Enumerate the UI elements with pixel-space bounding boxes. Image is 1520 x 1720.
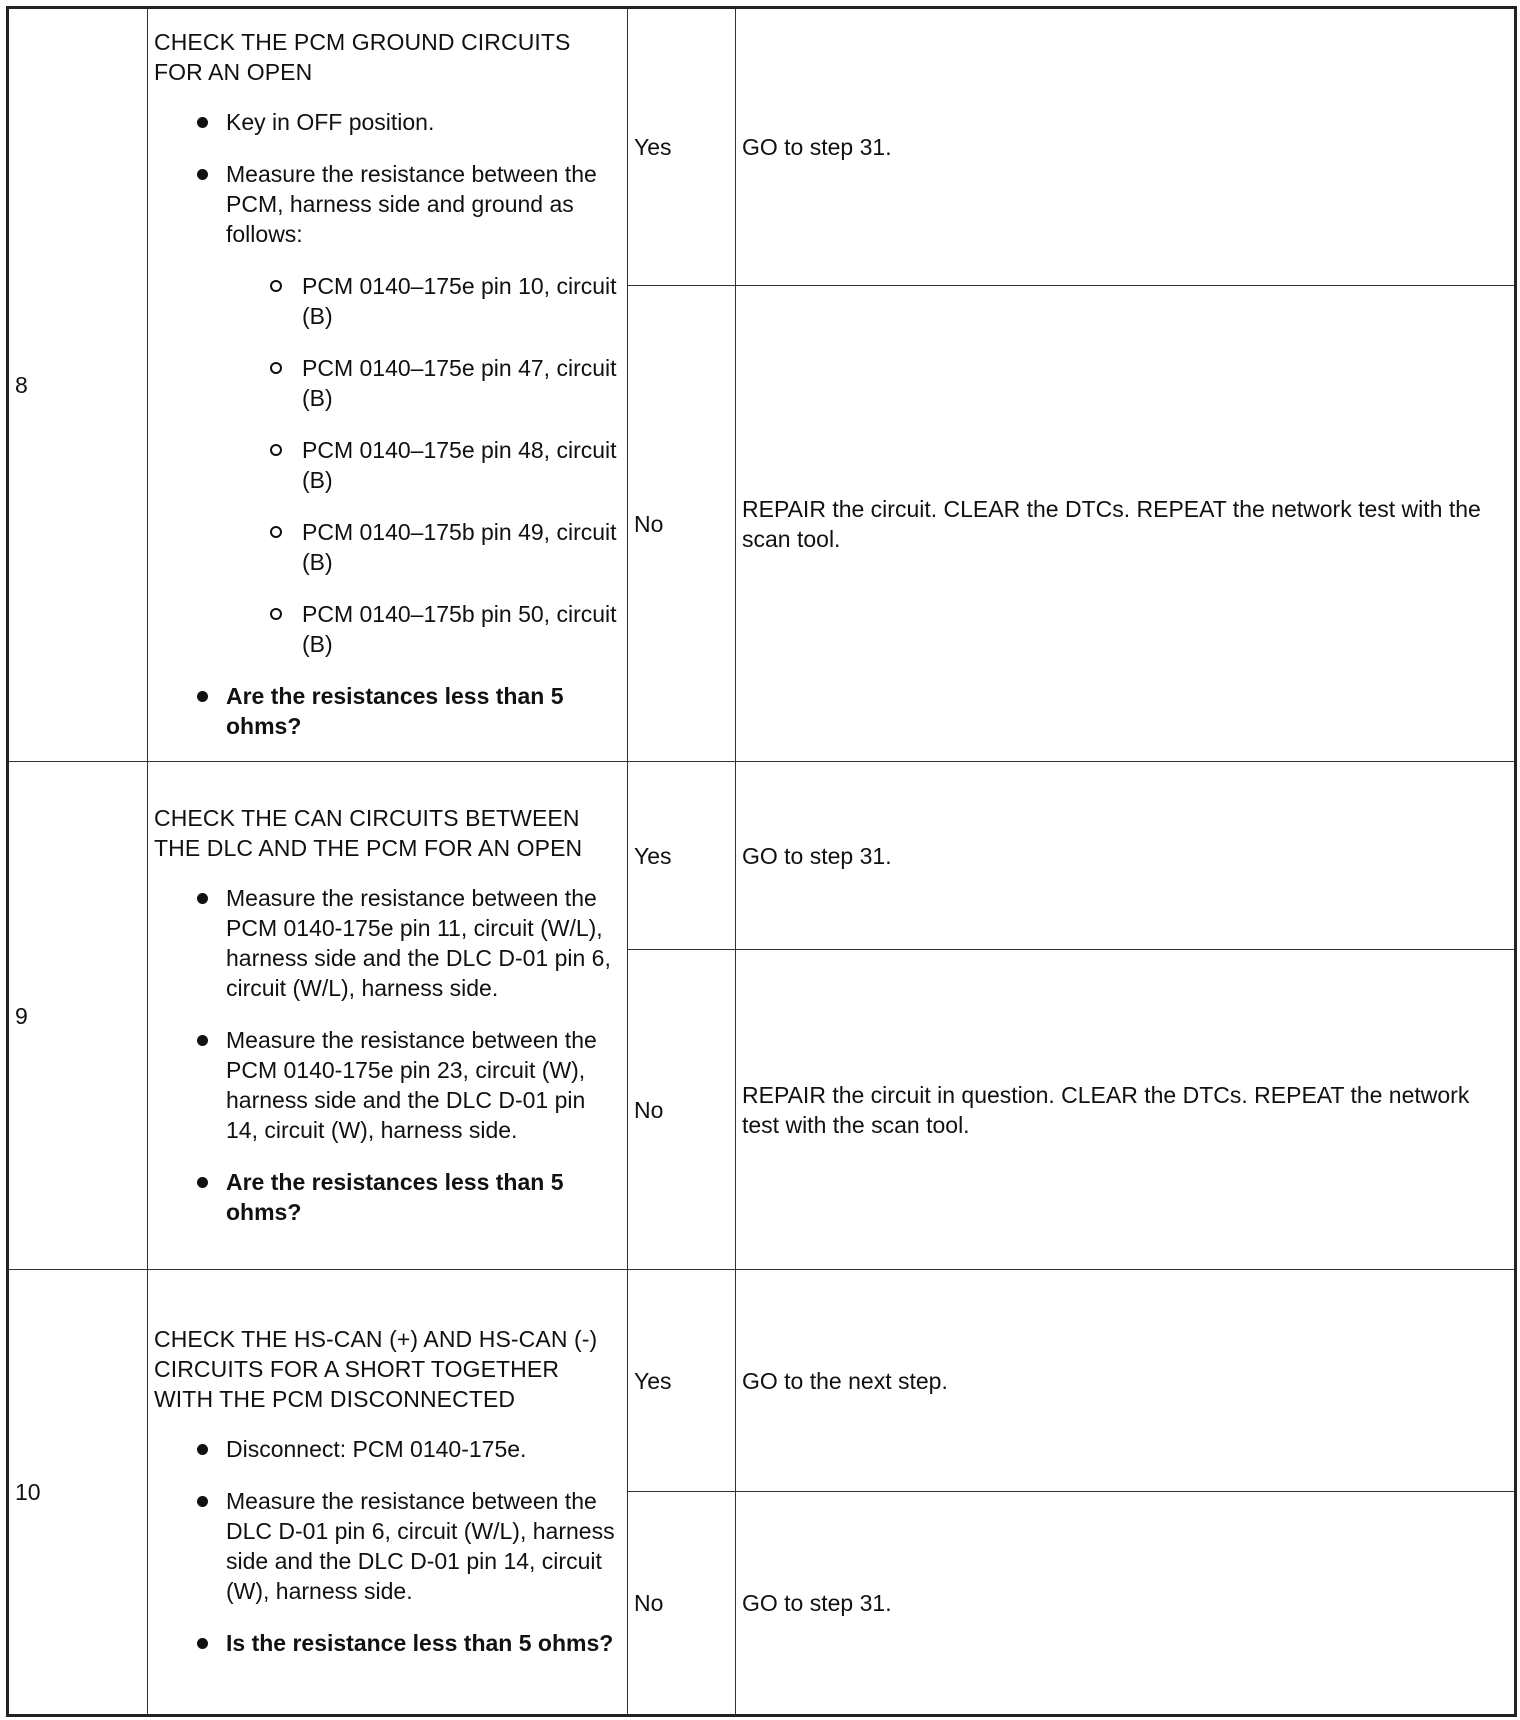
no-action: GO to step 31. — [736, 1492, 1516, 1716]
step-8-yes-row — [8, 8, 1516, 286]
sub-bullet-item: PCM 0140–175e pin 48, circuit (B) — [270, 435, 621, 495]
sub-bullet-list — [226, 271, 621, 659]
step-action-cell — [148, 762, 628, 1270]
step-heading: CHECK THE CAN CIRCUITS BETWEEN THE DLC AND THE PCM FOR AN OPEN — [154, 804, 583, 861]
bullet-item: Measure the resistance between the PCM 0140-175e pin 11, circuit (W/L), harness side and the DLC D-01 pin 6, circuit (W/L), harness side. — [194, 883, 621, 1003]
step-heading: CHECK THE HS-CAN (+) AND HS-CAN (-) CIRCUITS FOR A SHORT TOGETHER WITH THE PCM DISCONNECTED — [154, 1326, 598, 1412]
no-label: No — [628, 1492, 736, 1716]
step-9-yes-row — [8, 762, 1516, 950]
yes-action: GO to step 31. — [736, 762, 1516, 950]
bullet-item: Measure the resistance between the DLC D-01 pin 6, circuit (W/L), harness side and the DLC D-01 pin 14, circuit (W), harness side. — [194, 1486, 621, 1606]
step-action-cell — [148, 1270, 628, 1716]
yes-label: Yes — [628, 1270, 736, 1492]
step-number: 10 — [8, 1270, 148, 1716]
sub-bullet-item: PCM 0140–175b pin 50, circuit (B) — [270, 599, 621, 659]
no-label: No — [628, 950, 736, 1270]
no-label: No — [628, 286, 736, 762]
sub-bullet-item: PCM 0140–175e pin 10, circuit (B) — [270, 271, 621, 331]
step-heading: CHECK THE PCM GROUND CIRCUITS FOR AN OPEN — [154, 29, 571, 85]
question-item: Are the resistances less than 5 ohms? — [194, 1167, 621, 1227]
diagnostic-table — [6, 6, 1517, 1717]
bullet-item: Measure the resistance between the PCM, harness side and ground as follows: PCM 0140–175e pin 10, circuit (B) PCM 0140–175e pin 47, circuit (B) PCM 0140–175e pin 48, circuit (B) PCM 0140–175b pin 49, circuit (B) PCM 0140–175b pin 50, circuit (B) — [194, 159, 621, 659]
question-item: Is the resistance less than 5 ohms? — [194, 1628, 621, 1658]
step-action-cell — [148, 8, 628, 762]
question-item: Are the resistances less than 5 ohms? — [194, 681, 621, 741]
bullet-item: Disconnect: PCM 0140-175e. — [194, 1434, 621, 1464]
no-action: REPAIR the circuit. CLEAR the DTCs. REPEAT the network test with the scan tool. — [736, 286, 1516, 762]
bullet-item: Key in OFF position. — [194, 107, 621, 137]
no-action: REPAIR the circuit in question. CLEAR the DTCs. REPEAT the network test with the scan tool. — [736, 950, 1516, 1270]
step-10-yes-row — [8, 1270, 1516, 1492]
diagnostic-procedure-page — [6, 6, 1514, 1714]
yes-action: GO to the next step. — [736, 1270, 1516, 1492]
step-number: 8 — [8, 8, 148, 762]
bullet-list — [154, 883, 621, 1227]
bullet-item: Measure the resistance between the PCM 0140-175e pin 23, circuit (W), harness side and the DLC D-01 pin 14, circuit (W), harness side. — [194, 1025, 621, 1145]
step-number: 9 — [8, 762, 148, 1270]
bullet-list — [154, 107, 621, 741]
sub-bullet-item: PCM 0140–175b pin 49, circuit (B) — [270, 517, 621, 577]
yes-label: Yes — [628, 762, 736, 950]
yes-action: GO to step 31. — [736, 8, 1516, 286]
sub-bullet-item: PCM 0140–175e pin 47, circuit (B) — [270, 353, 621, 413]
bullet-list — [154, 1434, 621, 1658]
yes-label: Yes — [628, 8, 736, 286]
